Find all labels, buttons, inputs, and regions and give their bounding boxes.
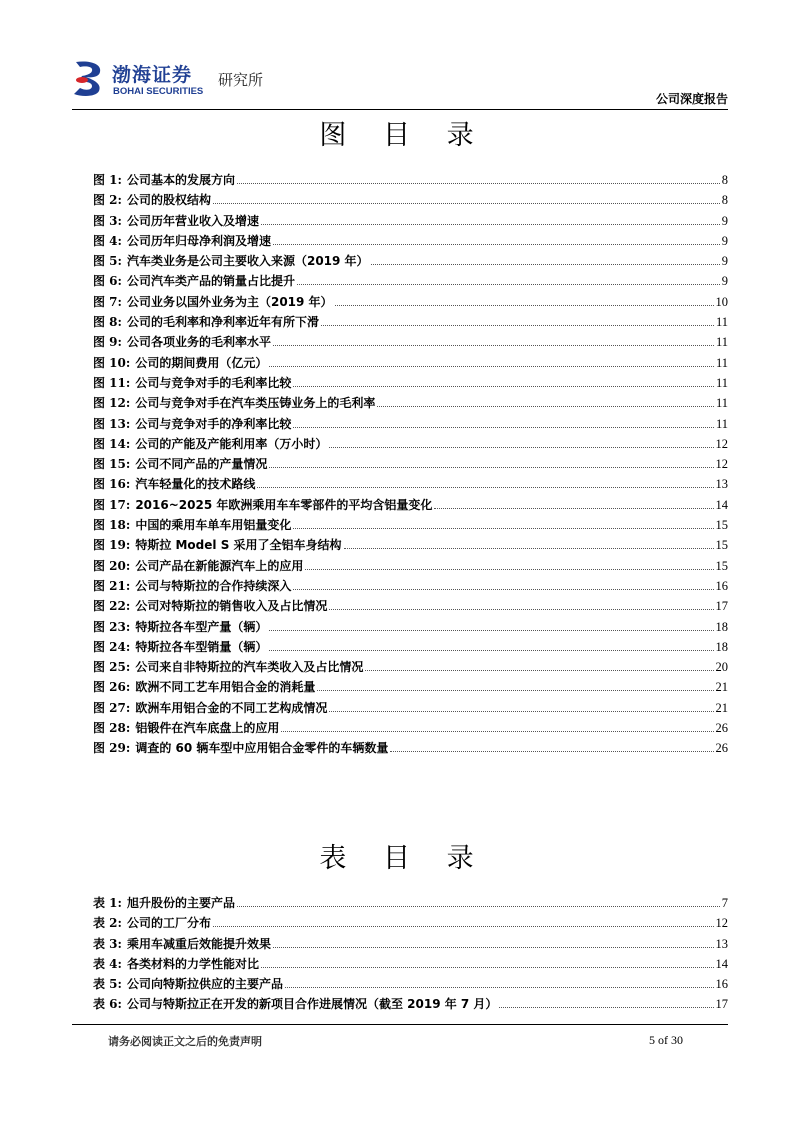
table-entry[interactable]	[93, 934, 728, 954]
dot-leader	[329, 711, 713, 712]
figure-label: 图 13:	[93, 416, 131, 431]
table-title: 乘用车减重后效能提升效果	[126, 936, 271, 951]
figure-label: 图 21:	[93, 578, 131, 593]
dot-leader	[269, 650, 713, 651]
dot-leader	[285, 987, 714, 988]
figure-entry[interactable]	[93, 332, 728, 352]
dot-leader	[305, 569, 713, 570]
dot-leader	[371, 264, 720, 265]
dot-leader	[237, 183, 720, 184]
table-label: 表 3:	[93, 936, 122, 951]
figure-page: 12	[715, 457, 728, 472]
figure-page: 11	[715, 315, 728, 330]
figure-label: 图 8:	[93, 315, 122, 330]
figure-entry[interactable]	[93, 535, 728, 555]
page-number: 5 of 30	[649, 1033, 683, 1047]
figure-entry[interactable]	[93, 657, 728, 677]
figure-label: 图 16:	[93, 477, 131, 492]
dot-leader	[390, 751, 713, 752]
figure-title: 公司与竞争对手在汽车类压铸业务上的毛利率	[135, 396, 376, 411]
figure-entry[interactable]	[93, 596, 728, 616]
figure-label: 图 1:	[93, 173, 122, 187]
figure-title: 公司对特斯拉的销售收入及占比情况	[135, 599, 328, 614]
figure-entry[interactable]	[93, 556, 728, 576]
figure-title: 2016~2025 年欧洲乘用车车零部件的平均含铝量变化	[135, 497, 433, 512]
figure-title: 汽车类业务是公司主要收入来源（2019 年）	[126, 254, 369, 269]
dot-leader	[269, 630, 713, 631]
figure-page: 20	[715, 660, 728, 675]
figure-label: 图 28:	[93, 721, 131, 736]
figure-title: 公司与竞争对手的毛利率比较	[135, 375, 292, 390]
figure-label: 图 9:	[93, 335, 122, 350]
tables-toc	[93, 893, 728, 1015]
figure-page: 26	[715, 741, 728, 756]
figure-entry[interactable]	[93, 637, 728, 657]
figure-entry[interactable]	[93, 231, 728, 251]
figure-page: 15	[715, 518, 728, 533]
figure-entry[interactable]	[93, 617, 728, 637]
figure-title: 调查的 60 辆车型中应用铝合金零件的车辆数量	[135, 741, 389, 756]
figure-label: 图 6:	[93, 274, 122, 289]
table-page: 16	[715, 977, 728, 992]
figure-page: 18	[715, 619, 728, 634]
dot-leader	[297, 284, 720, 285]
dot-leader	[273, 345, 714, 346]
dot-leader	[335, 305, 714, 306]
dot-leader	[213, 203, 720, 204]
figure-label: 图 15:	[93, 457, 131, 472]
figure-label: 图 17:	[93, 497, 131, 512]
figure-entry[interactable]	[93, 677, 728, 697]
figure-page: 11	[715, 355, 728, 370]
figure-page: 11	[715, 335, 728, 350]
figure-page: 10	[715, 294, 728, 309]
table-label: 表 5:	[93, 977, 122, 992]
figure-page: 12	[715, 436, 728, 451]
dot-leader	[317, 690, 713, 691]
dot-leader	[213, 926, 714, 927]
figure-entry[interactable]	[93, 515, 728, 535]
figure-title: 公司各项业务的毛利率水平	[126, 335, 271, 350]
figure-entry[interactable]	[93, 292, 728, 312]
figure-page: 26	[715, 721, 728, 736]
table-page: 14	[715, 956, 728, 971]
figure-title: 公司的产能及产能利用率（万小时）	[135, 436, 328, 451]
dot-leader	[344, 548, 714, 549]
dot-leader	[293, 528, 713, 529]
figure-page: 11	[715, 375, 728, 390]
logo-chinese-name: 渤海证券	[112, 64, 193, 86]
dot-leader	[261, 224, 720, 225]
figure-label: 图 27:	[93, 700, 131, 715]
table-title: 公司的工厂分布	[126, 916, 211, 931]
figure-page: 13	[715, 477, 728, 492]
report-type: 公司深度报告	[655, 92, 728, 106]
figure-title: 特斯拉 Model S 采用了全铝车身结构	[135, 538, 342, 553]
figure-title: 汽车轻量化的技术路线	[135, 477, 256, 492]
figure-title: 公司来自非特斯拉的汽车类收入及占比情况	[135, 660, 364, 675]
table-label: 表 2:	[93, 916, 122, 931]
table-page: 17	[715, 997, 728, 1012]
figure-page: 21	[715, 680, 728, 695]
figure-page: 17	[715, 599, 728, 614]
dot-leader	[434, 508, 713, 509]
figure-label: 图 14:	[93, 436, 131, 451]
table-title: 公司向特斯拉供应的主要产品	[126, 977, 283, 992]
figure-label: 图 7:	[93, 294, 122, 309]
figure-title: 特斯拉各车型产量（辆）	[135, 619, 268, 634]
figure-label: 图 2:	[93, 193, 122, 208]
table-label: 表 6:	[93, 997, 122, 1012]
dot-leader	[261, 967, 714, 968]
table-title: 旭升股份的主要产品	[126, 896, 235, 910]
figure-title: 公司的股权结构	[126, 193, 211, 208]
figure-page: 11	[715, 416, 728, 431]
figure-entry[interactable]	[93, 718, 728, 738]
figure-entry[interactable]	[93, 738, 728, 758]
footer-divider	[72, 1024, 728, 1025]
figure-title: 中国的乘用车单车用铝量变化	[135, 518, 292, 533]
figure-label: 图 20:	[93, 558, 131, 573]
dot-leader	[377, 406, 714, 407]
table-entry[interactable]	[93, 994, 728, 1014]
figure-label: 图 26:	[93, 680, 131, 695]
figure-page: 21	[715, 700, 728, 715]
dot-leader	[329, 609, 713, 610]
dot-leader	[365, 670, 713, 671]
figure-title: 公司不同产品的产量情况	[135, 457, 268, 472]
figure-entry[interactable]	[93, 698, 728, 718]
figure-entry[interactable]	[93, 211, 728, 231]
figure-title: 公司与竞争对手的净利率比较	[135, 416, 292, 431]
figure-entry[interactable]	[93, 170, 728, 190]
figure-entry[interactable]	[93, 271, 728, 291]
figure-label: 图 11:	[93, 375, 131, 390]
tables-toc-title: 表 目 录	[319, 843, 488, 874]
figure-page: 9	[721, 254, 728, 269]
figure-entry[interactable]	[93, 576, 728, 596]
dot-leader	[273, 947, 714, 948]
dot-leader	[329, 447, 713, 448]
figures-toc	[93, 170, 728, 759]
dot-leader	[269, 366, 714, 367]
figure-page: 14	[715, 497, 728, 512]
figure-page: 9	[721, 233, 728, 248]
figure-page: 8	[721, 173, 728, 187]
figure-title: 公司的期间费用（亿元）	[135, 355, 268, 370]
figure-entry[interactable]	[93, 373, 728, 393]
table-entry[interactable]	[93, 913, 728, 933]
logo-english-name: BOHAI SECURITIES	[113, 86, 204, 97]
table-entry[interactable]	[93, 974, 728, 994]
dot-leader	[237, 906, 720, 907]
figure-label: 图 4:	[93, 233, 122, 248]
figure-label: 图 10:	[93, 355, 131, 370]
figure-page: 18	[715, 639, 728, 654]
figure-title: 欧洲不同工艺车用铝合金的消耗量	[135, 680, 316, 695]
figure-page: 9	[721, 213, 728, 228]
figure-title: 公司与特斯拉的合作持续深入	[135, 578, 292, 593]
figure-title: 公司历年营业收入及增速	[126, 213, 259, 228]
figure-page: 15	[715, 538, 728, 553]
figure-entry[interactable]	[93, 353, 728, 373]
figure-title: 公司产品在新能源汽车上的应用	[135, 558, 304, 573]
figure-label: 图 18:	[93, 518, 131, 533]
figure-label: 图 24:	[93, 639, 131, 654]
figure-label: 图 3:	[93, 213, 122, 228]
figure-label: 图 19:	[93, 538, 131, 553]
figure-title: 欧洲车用铝合金的不同工艺构成情况	[135, 700, 328, 715]
figure-label: 图 5:	[93, 254, 122, 269]
table-entry[interactable]	[93, 893, 728, 913]
figure-page: 8	[721, 193, 728, 208]
company-logo	[72, 58, 287, 104]
dot-leader	[321, 325, 714, 326]
figure-title: 特斯拉各车型销量（辆）	[135, 639, 268, 654]
table-title: 各类材料的力学性能对比	[126, 956, 259, 971]
figure-label: 图 12:	[93, 396, 131, 411]
bohai-logo-icon	[72, 58, 108, 98]
table-label: 表 4:	[93, 956, 122, 971]
figure-title: 公司基本的发展方向	[126, 173, 235, 187]
dot-leader	[269, 467, 713, 468]
figure-page: 11	[715, 396, 728, 411]
figure-page: 15	[715, 558, 728, 573]
figure-label: 图 29:	[93, 741, 131, 756]
figure-entry[interactable]	[93, 434, 728, 454]
dot-leader	[257, 487, 713, 488]
header-divider	[72, 109, 728, 110]
disclaimer-text: 请务必阅读正文之后的免责声明	[108, 1035, 262, 1048]
figure-title: 公司的毛利率和净利率近年有所下滑	[126, 315, 319, 330]
figure-page: 16	[715, 578, 728, 593]
table-page: 7	[721, 896, 728, 910]
figures-toc-title: 图 目 录	[319, 120, 488, 151]
institute-name: 研究所	[218, 71, 264, 89]
dot-leader	[281, 731, 713, 732]
figure-entry[interactable]	[93, 312, 728, 332]
figure-entry[interactable]	[93, 190, 728, 210]
figure-entry[interactable]	[93, 495, 728, 515]
table-label: 表 1:	[93, 896, 122, 910]
figure-title: 公司业务以国外业务为主（2019 年）	[126, 294, 333, 309]
figure-title: 公司汽车类产品的销量占比提升	[126, 274, 295, 289]
table-entry[interactable]	[93, 954, 728, 974]
figure-label: 图 23:	[93, 619, 131, 634]
dot-leader	[499, 1007, 713, 1008]
table-title: 公司与特斯拉正在开发的新项目合作进展情况（截至 2019 年 7 月）	[126, 997, 498, 1012]
figure-title: 铝锻件在汽车底盘上的应用	[135, 721, 280, 736]
figure-entry[interactable]	[93, 414, 728, 434]
dot-leader	[293, 386, 714, 387]
figure-title: 公司历年归母净利润及增速	[126, 233, 271, 248]
figure-entry[interactable]	[93, 474, 728, 494]
figure-entry[interactable]	[93, 454, 728, 474]
figure-entry[interactable]	[93, 393, 728, 413]
table-page: 13	[715, 936, 728, 951]
figure-label: 图 25:	[93, 660, 131, 675]
figure-page: 9	[721, 274, 728, 289]
figure-entry[interactable]	[93, 251, 728, 271]
dot-leader	[293, 427, 714, 428]
dot-leader	[273, 244, 720, 245]
figure-label: 图 22:	[93, 599, 131, 614]
table-page: 12	[715, 916, 728, 931]
dot-leader	[293, 589, 713, 590]
